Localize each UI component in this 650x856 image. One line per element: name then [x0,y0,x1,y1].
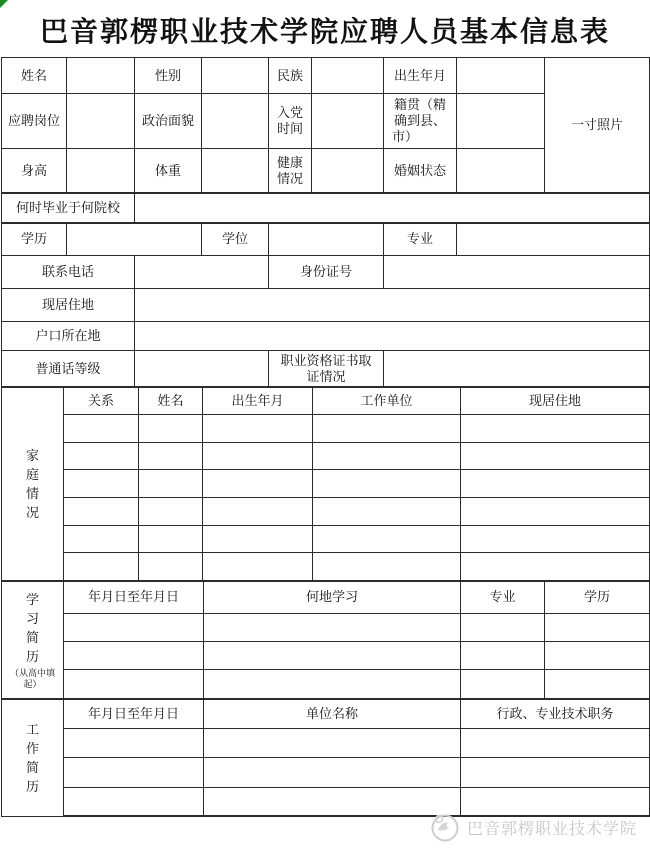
family-cell[interactable] [139,525,203,552]
political-status-label: 政治面貌 [135,94,202,149]
hukou-label: 户口所在地 [2,322,135,351]
family-cell[interactable] [203,414,313,442]
work-row [2,757,650,787]
work-cell[interactable] [461,728,650,757]
study-section-note: （从高中填起） [9,667,55,689]
family-cell[interactable] [64,469,139,497]
health-value-cell[interactable] [312,149,384,193]
gender-value-cell[interactable] [202,58,269,94]
family-cell[interactable] [461,442,650,469]
study-cell[interactable] [461,670,545,699]
work-cell[interactable] [204,787,461,816]
major-value-cell[interactable] [457,223,650,256]
college-logo-icon [430,811,460,843]
family-cell[interactable] [313,469,461,497]
family-row [2,525,650,552]
family-cell[interactable] [64,525,139,552]
ethnicity-label: 民族 [269,58,312,94]
form-title: 巴音郭楞职业技术学院应聘人员基本信息表 [39,16,610,48]
phone-label: 联系电话 [2,256,135,289]
height-label: 身高 [2,149,67,193]
residence-value-cell[interactable] [135,289,650,322]
family-table [1,386,650,581]
photo-placeholder-cell[interactable]: 一寸照片 [545,58,650,193]
study-cell[interactable] [64,614,204,642]
birth-date-label: 出生年月 [384,58,457,94]
family-cell[interactable] [461,525,650,552]
family-cell[interactable] [313,497,461,525]
family-header-residence: 现居住地 [461,387,650,414]
family-section-label [2,387,64,580]
education-value-cell[interactable] [67,223,202,256]
study-cell[interactable] [545,670,650,699]
work-section-label [2,699,64,816]
birth-date-value-cell[interactable] [457,58,545,94]
study-header-major: 专业 [461,581,545,614]
footer-brand-text: 巴音郭楞职业技术学院 [466,820,637,838]
study-cell[interactable] [64,642,204,670]
name-value-cell[interactable] [67,58,135,94]
work-section-label-text: 工作简历 [25,721,39,794]
weight-label: 体重 [135,149,202,193]
contact-table [1,255,650,289]
family-row [2,469,650,497]
degree-value-cell[interactable] [269,223,384,256]
family-cell[interactable] [64,442,139,469]
study-cell[interactable] [64,670,204,699]
certificate-value-cell[interactable] [384,351,650,387]
family-header-relation: 关系 [64,387,139,414]
major-label: 专业 [384,223,457,256]
family-section-label-text: 家庭情况 [25,447,39,520]
study-cell[interactable] [461,614,545,642]
basic-info-table [1,57,650,193]
gender-label: 性别 [135,58,202,94]
education-table [1,222,650,257]
work-history-table [1,698,650,817]
work-header-employer: 单位名称 [204,699,461,728]
family-row [2,497,650,525]
study-header-dates: 年月日至年月日 [64,581,204,614]
family-cell[interactable] [461,497,650,525]
family-cell[interactable] [64,497,139,525]
study-history-table [1,580,650,700]
study-cell[interactable] [545,642,650,670]
family-cell[interactable] [461,414,650,442]
family-cell[interactable] [203,497,313,525]
study-cell[interactable] [545,614,650,642]
mandarin-level-value-cell[interactable] [135,351,269,387]
political-status-value-cell[interactable] [202,94,269,149]
family-cell[interactable] [313,552,461,580]
study-header-place: 何地学习 [204,581,461,614]
family-cell[interactable] [139,469,203,497]
family-cell[interactable] [139,414,203,442]
family-cell[interactable] [203,469,313,497]
study-cell[interactable] [204,642,461,670]
study-header-education: 学历 [545,581,650,614]
family-cell[interactable] [203,525,313,552]
family-cell[interactable] [461,552,650,580]
degree-label: 学位 [202,223,269,256]
work-cell[interactable] [461,757,650,787]
family-row [2,442,650,469]
graduation-label: 何时毕业于何院校 [2,193,135,222]
name-label: 姓名 [2,58,67,94]
family-row [2,414,650,442]
height-value-cell[interactable] [67,149,135,193]
native-place-label: 籍贯（精确到县、市） [384,94,457,149]
family-cell[interactable] [313,442,461,469]
family-cell[interactable] [139,552,203,580]
study-section-label [2,581,64,699]
family-header-birth: 出生年月 [203,387,313,414]
native-place-value-cell[interactable] [457,94,545,149]
marital-status-label: 婚姻状态 [384,149,457,193]
family-cell[interactable] [64,414,139,442]
weight-value-cell[interactable] [202,149,269,193]
education-label: 学历 [2,223,67,256]
graduation-value-cell[interactable] [135,193,650,222]
work-row [2,728,650,757]
family-cell[interactable] [313,414,461,442]
study-cell[interactable] [461,642,545,670]
party-join-time-value-cell[interactable] [312,94,384,149]
work-header-title: 行政、专业技术职务 [461,699,650,728]
work-header-dates: 年月日至年月日 [64,699,204,728]
family-header-employer: 工作单位 [313,387,461,414]
id-number-label: 身份证号 [269,256,384,289]
study-cell[interactable] [204,670,461,699]
work-cell[interactable] [64,757,204,787]
work-cell[interactable] [204,728,461,757]
family-cell[interactable] [461,469,650,497]
position-label: 应聘岗位 [2,94,67,149]
green-corner-mark [0,0,8,8]
family-row [2,552,650,580]
family-cell[interactable] [64,552,139,580]
health-label: 健康情况 [269,149,312,193]
study-row [2,670,650,699]
graduation-table [1,192,650,223]
mandarin-level-label: 普通话等级 [2,351,135,387]
work-cell[interactable] [64,787,204,816]
study-cell[interactable] [204,614,461,642]
family-cell[interactable] [313,525,461,552]
residence-label: 现居住地 [2,289,135,322]
position-value-cell[interactable] [67,94,135,149]
certificate-label: 职业资格证书取证情况 [269,351,384,387]
family-header-name: 姓名 [139,387,203,414]
work-cell[interactable] [64,728,204,757]
ethnicity-value-cell[interactable] [312,58,384,94]
footer-watermark [430,811,637,843]
marital-status-value-cell[interactable] [457,149,545,193]
study-row [2,614,650,642]
family-cell[interactable] [203,442,313,469]
family-cell[interactable] [139,442,203,469]
work-cell[interactable] [204,757,461,787]
mandarin-table [1,350,650,387]
study-row [2,642,650,670]
phone-value-cell[interactable] [135,256,269,289]
hukou-value-cell[interactable] [135,322,650,351]
family-cell[interactable] [139,497,203,525]
study-section-label-text: 学习简历 [25,591,39,664]
family-cell[interactable] [203,552,313,580]
hukou-table [1,321,650,351]
residence-table [1,288,650,322]
id-number-value-cell[interactable] [384,256,650,289]
party-join-time-label: 入党时间 [269,94,312,149]
